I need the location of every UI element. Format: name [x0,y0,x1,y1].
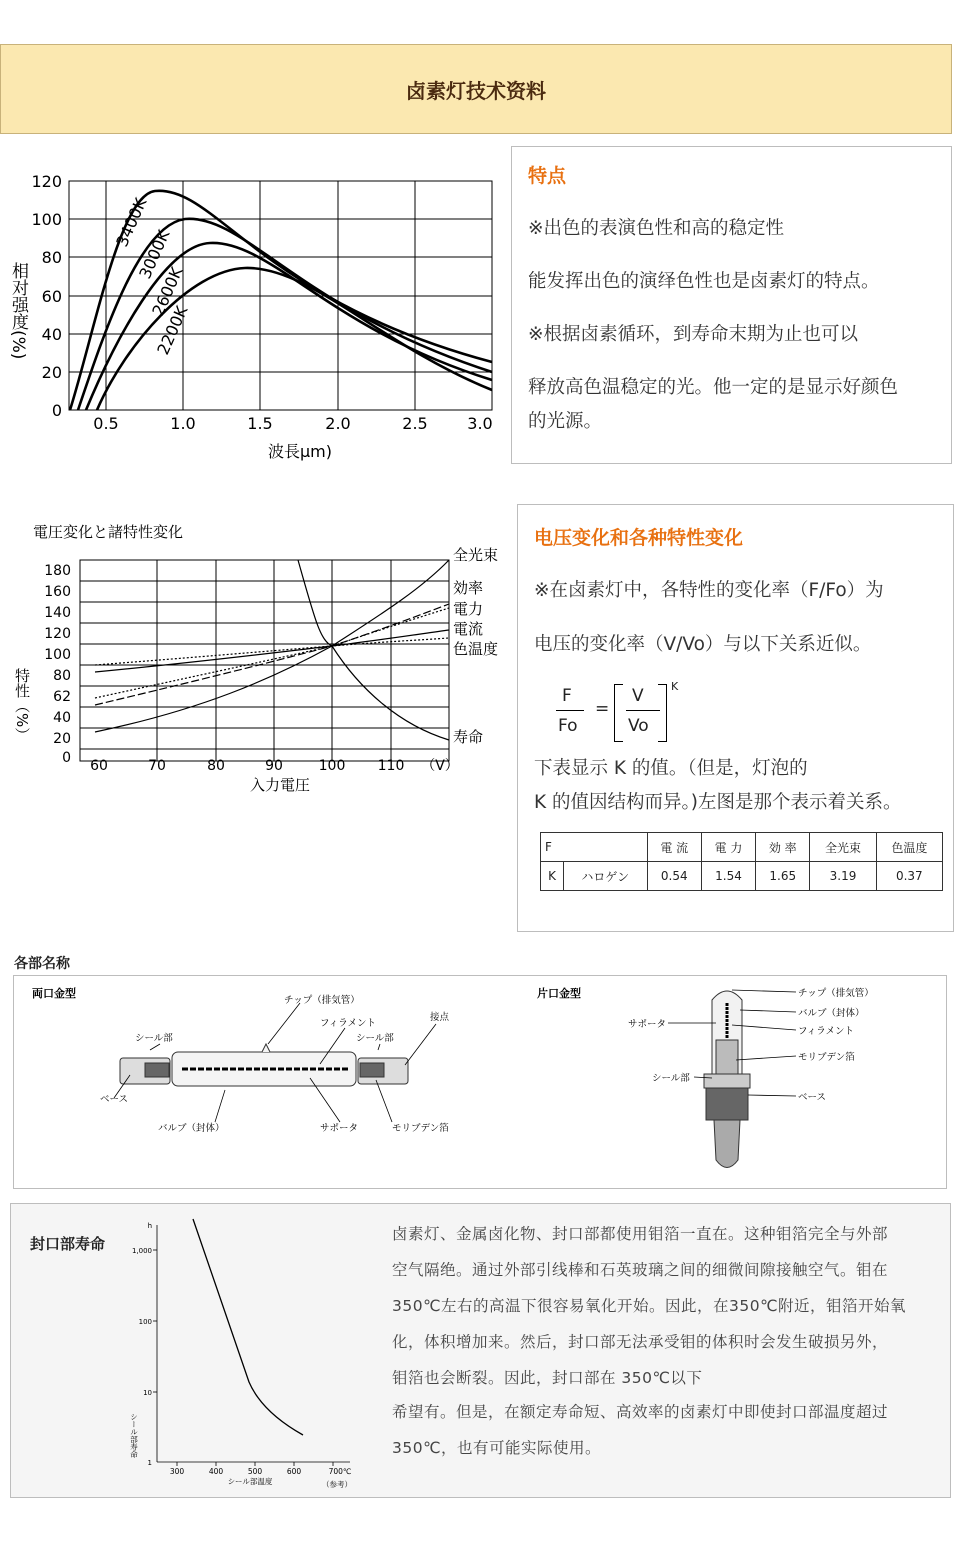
label-filament: フィラメント [320,1018,376,1029]
x-axis-label: 入力電圧 [249,776,311,794]
table-cell: 0.37 [876,862,942,891]
seal-line: 卤素灯、金属卤化物、封口部都使用钼箔一直在。这种钼箔完全与外部 [392,1225,889,1243]
seal-line: 化，体积增加来。然后，封口部无法承受钼的体积时会发生破损另外， [392,1333,889,1351]
table-cell: ハロゲン [564,862,648,891]
y-tick: 120 [44,626,71,642]
label-3000k: 3000K [135,227,174,282]
formula-v: V [632,686,644,706]
y-tick: 80 [41,248,62,267]
table-header: 色温度 [876,833,942,862]
series-efficiency [95,604,449,705]
feature-line: 能发挥出色的演绎色性也是卤素灯的特点。 [528,271,880,292]
seal-line: 350℃左右的高温下很容易氧化开始。因此，在350℃附近，钼箔开始氧 [392,1297,906,1315]
table-header: 全光束 [810,833,876,862]
feature-line: ※出色的表演色性和高的稳定性 [528,218,785,239]
page-header [0,44,952,134]
y-tick: 100 [31,210,62,229]
seal-line: 希望有。但是，在额定寿命短、高效率的卤素灯中即使封口部温度超过 [392,1403,889,1421]
bracket-left [614,684,623,742]
table-header: F [541,833,648,862]
x-tick: 1.0 [170,414,196,433]
x-tick: 80 [207,758,225,774]
fraction-bar [626,710,660,711]
series-life [298,560,449,740]
feature-line: 的光源。 [528,411,603,432]
formula-eq: = [595,699,610,719]
label-efficiency: 効率 [453,579,484,597]
y-tick: 0 [62,750,71,766]
y-axis-label: 相对强度(%) [8,262,28,360]
table-cell: 0.54 [647,862,701,891]
y-tick: 40 [41,325,62,344]
double-title: 両口金型 [32,987,76,1000]
label-contact: 接点 [430,1012,450,1023]
y-tick: 100 [138,1318,152,1326]
label-foil: モリブデン箔 [392,1123,449,1134]
voltage-chart [0,515,510,800]
y-tick: 62 [53,689,71,705]
seal-line: 350℃，也有可能实际使用。 [392,1439,601,1457]
label-support: サポータ [628,1019,667,1030]
features-title: 特点 [528,165,567,187]
x-tick: 110 [377,758,405,774]
spectrum-chart [0,160,505,470]
curve-2200k [97,268,492,410]
x-axis-label: 波長μm) [267,442,333,461]
label-seal-right: シール部 [356,1033,394,1044]
x-tick: 1.5 [247,414,273,433]
label-life: 寿命 [453,728,484,746]
label-power: 電力 [453,600,484,618]
feature-line: 释放高色温稳定的光。他一定的是显示好颜色 [528,377,899,398]
table-cell: 1.54 [701,862,755,891]
y-tick: 20 [41,363,62,382]
label-2200k: 2200K [153,303,192,358]
label-foil: モリブデン箔 [798,1052,855,1063]
x-tick: 90 [265,758,283,774]
x-axis-label: シール部温度 [227,1477,273,1486]
table-row [541,862,943,891]
y-tick: 160 [44,584,71,600]
x-tick: 3.0 [467,414,493,433]
parts-title: 各部名称 [14,956,70,972]
y-axis-label: 特性（%） [13,668,31,743]
page-title: 卤素灯技术资料 [406,78,546,103]
single-title: 片口金型 [537,987,581,1000]
x-tick: 300 [169,1467,185,1476]
label-color-temp: 色温度 [453,640,499,658]
table-header: 電 力 [701,833,755,862]
seal-text [392,1222,937,1466]
label-current: 電流 [453,620,484,638]
seal-life-curve [193,1219,303,1435]
voltage-line: ※在卤素灯中，各特性的变化率（F/Fo）为 [534,580,884,601]
x-tick: 2.0 [325,414,351,433]
label-support: サポータ [320,1123,359,1134]
formula-k: K [671,680,679,693]
formula-fo: Fo [558,716,578,736]
voltage-title: 电压变化和各种特性变化 [534,527,744,549]
y-tick: 0 [51,401,62,420]
curve-3000k [78,219,492,410]
feature-line: ※根据卤素循环，到寿命末期为止也可以 [528,324,859,345]
seal-line: 钼箔也会断裂。因此，封口部在 350℃以下 [392,1369,703,1387]
fraction-bar [556,710,584,711]
chart2-title: 電圧変化と諸特性変化 [33,523,184,541]
y-tick: 1,000 [131,1247,152,1255]
y-tick: 180 [44,563,71,579]
y-tick: 140 [44,605,71,621]
x-tick: 70 [148,758,166,774]
label-tip: チップ（排気管） [798,988,874,999]
x-tick: 600 [286,1467,302,1476]
table-cell: K [541,862,564,891]
series-color-temp [95,638,449,665]
chart-note: （参考） [322,1480,352,1489]
double-ended-diagram [14,976,944,1188]
voltage-line: K 的值因结构而异。)左图是那个表示着关系。 [534,792,902,813]
x-tick: 2.5 [402,414,428,433]
series-luminous-flux [95,560,449,732]
y-unit: h [147,1222,152,1230]
x-tick: 500 [247,1467,263,1476]
label-filament: フィラメント [798,1026,854,1037]
formula-vo: Vo [628,716,649,736]
x-tick: 700℃ [328,1467,352,1476]
table-header: 電 流 [647,833,701,862]
y-tick: 120 [31,172,62,191]
seal-life-chart [120,1215,360,1495]
formula-f: F [562,686,572,706]
voltage-box [517,504,954,932]
y-tick: 80 [53,668,71,684]
label-tip: チップ（排気管） [284,995,360,1006]
y-tick: 60 [41,287,62,306]
label-3400k: 3400K [112,195,151,250]
label-seal: シール部 [652,1073,690,1084]
k-table [540,832,943,891]
voltage-line: 下表显示 K 的值。（但是，灯泡的 [534,758,808,779]
x-tick: 60 [90,758,108,774]
label-2600k: 2600K [148,264,187,319]
y-tick: 40 [53,710,71,726]
label-seal-left: シール部 [135,1033,173,1044]
bracket-right [658,684,667,742]
y-tick: 20 [53,731,71,747]
table-row [541,833,943,862]
y-tick: 1 [147,1459,152,1467]
label-luminous-flux: 全光束 [453,546,499,564]
seal-line: 空气隔绝。通过外部引线棒和石英玻璃之间的细微间隙接触空气。钼在 [392,1261,889,1279]
seal-title: 封口部寿命 [30,1235,106,1253]
k-formula [534,680,937,754]
label-bulb: バルブ（封体） [158,1123,225,1134]
label-bulb: バルブ（封体） [798,1008,865,1019]
table-cell: 3.19 [810,862,876,891]
y-axis-label: シール部寿命 [129,1413,139,1458]
y-tick: 100 [44,647,71,663]
table-header: 効 率 [756,833,810,862]
x-tick: 0.5 [93,414,119,433]
x-tick: 400 [208,1467,224,1476]
table-cell: 1.65 [756,862,810,891]
x-tick: 100 [318,758,346,774]
x-tick: （V） [421,758,459,774]
voltage-line: 电压的变化率（V/Vo）与以下关系近似。 [534,634,872,655]
features-box [511,146,952,464]
y-tick: 10 [143,1389,152,1397]
label-base: ベース [100,1094,129,1105]
label-base: ベース [798,1092,827,1103]
